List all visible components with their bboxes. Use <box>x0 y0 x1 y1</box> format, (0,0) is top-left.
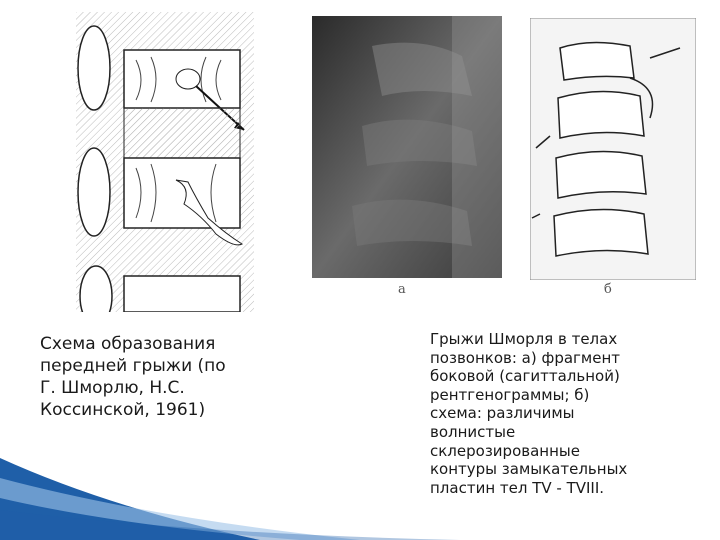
footer-swoosh-decoration <box>0 448 720 540</box>
right-caption: Грыжи Шморля в телах позвонков: а) фрагмент боковой (сагиттальной) рентгенограммы; б) схема: различимы волнистые склерозированные контуры замыкательных пластин тел TV - TVIII. <box>430 330 628 497</box>
figure-label-a: а <box>398 282 406 297</box>
left-caption: Схема образования передней грыжи (по Г. Шморлю, Н.С. Коссинской, 1961) <box>40 334 226 420</box>
xray-fragment-image <box>312 16 502 278</box>
spine-scheme-image <box>530 18 696 280</box>
figure-label-b: б <box>604 282 612 297</box>
hernia-formation-schematic <box>76 12 254 312</box>
